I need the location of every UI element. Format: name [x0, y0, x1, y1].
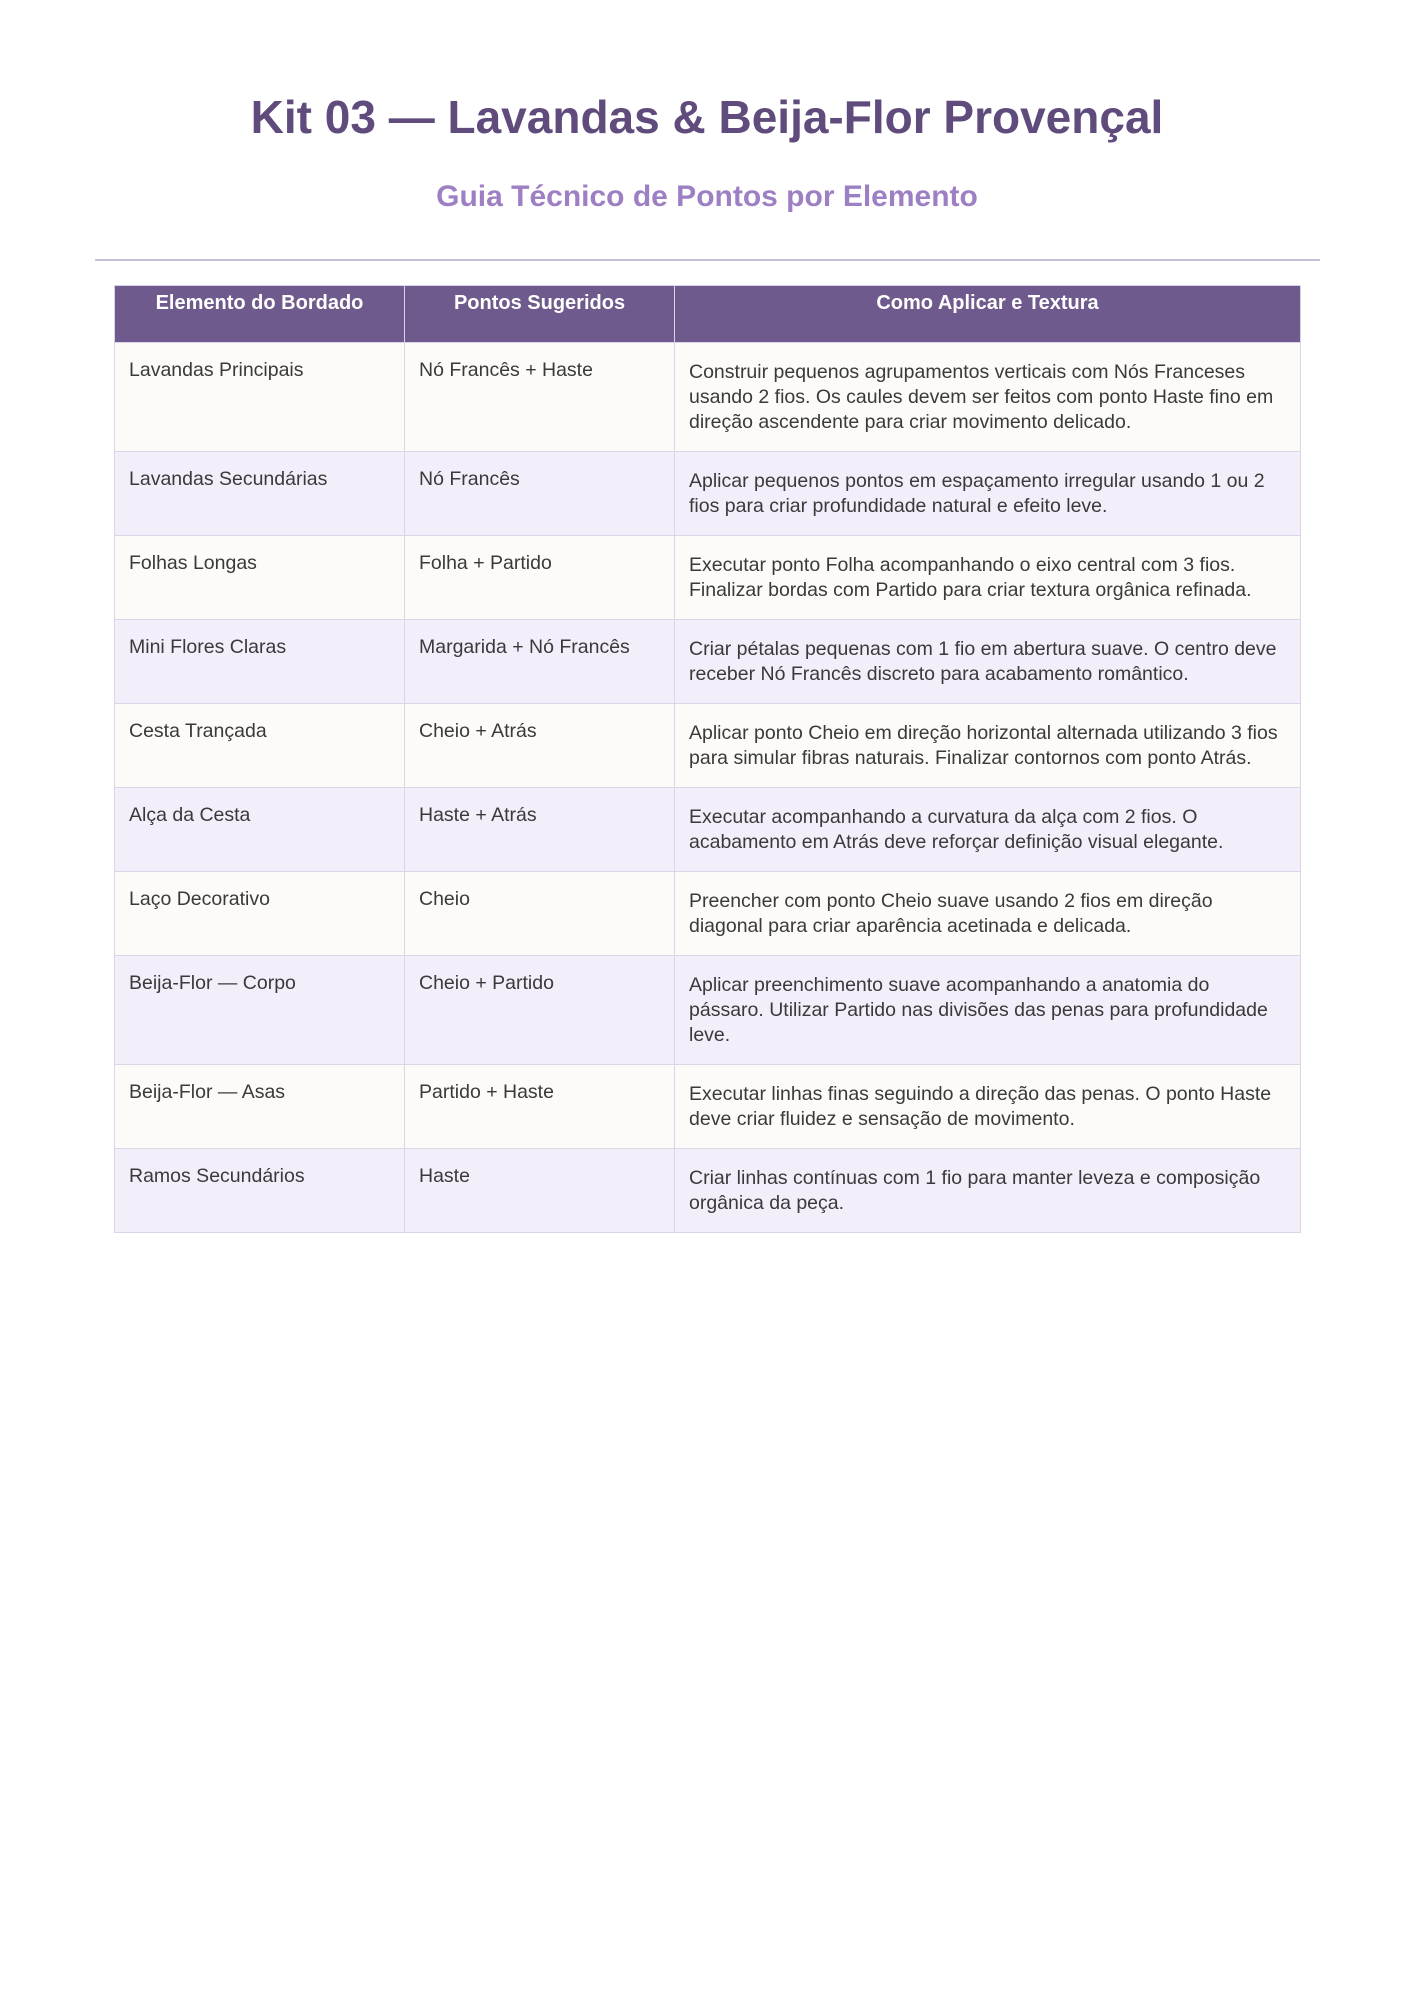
- cell-element: Ramos Secundários: [115, 1149, 405, 1233]
- cell-application: Preencher com ponto Cheio suave usando 2 fios em direção diagonal para criar aparência acetinada e delicada.: [675, 872, 1301, 956]
- cell-application: Aplicar ponto Cheio em direção horizontal alternada utilizando 3 fios para simular fibras naturais. Finalizar contornos com ponto Atrás.: [675, 704, 1301, 788]
- cell-element: Cesta Trançada: [115, 704, 405, 788]
- cell-stitches: Haste + Atrás: [405, 788, 675, 872]
- document-subtitle: Guia Técnico de Pontos por Elemento: [436, 180, 978, 213]
- cell-application: Construir pequenos agrupamentos verticais com Nós Franceses usando 2 fios. Os caules devem ser feitos com ponto Haste fino em direção ascendente para criar movimento delicado.: [675, 343, 1301, 452]
- table-row: [115, 1065, 1301, 1149]
- table-row: [115, 788, 1301, 872]
- cell-element: Lavandas Secundárias: [115, 452, 405, 536]
- table-row: [115, 620, 1301, 704]
- cell-element: Lavandas Principais: [115, 343, 405, 452]
- cell-application: Criar linhas contínuas com 1 fio para manter leveza e composição orgânica da peça.: [675, 1149, 1301, 1233]
- column-header-stitches: Pontos Sugeridos: [405, 286, 675, 343]
- cell-element: Beija-Flor — Corpo: [115, 956, 405, 1065]
- cell-stitches: Nó Francês + Haste: [405, 343, 675, 452]
- cell-stitches: Cheio + Partido: [405, 956, 675, 1065]
- table-row: [115, 536, 1301, 620]
- column-header-element: Elemento do Bordado: [115, 286, 405, 343]
- cell-application: Criar pétalas pequenas com 1 fio em abertura suave. O centro deve receber Nó Francês discreto para acabamento romântico.: [675, 620, 1301, 704]
- table-row: [115, 452, 1301, 536]
- table-row: [115, 1149, 1301, 1233]
- title-divider: [95, 259, 1320, 261]
- stitch-guide-table: [114, 285, 1301, 1233]
- table-row: [115, 704, 1301, 788]
- column-header-application: Como Aplicar e Textura: [675, 286, 1301, 343]
- cell-stitches: Nó Francês: [405, 452, 675, 536]
- cell-stitches: Folha + Partido: [405, 536, 675, 620]
- cell-application: Executar ponto Folha acompanhando o eixo central com 3 fios. Finalizar bordas com Partido para criar textura orgânica refinada.: [675, 536, 1301, 620]
- cell-element: Mini Flores Claras: [115, 620, 405, 704]
- cell-element: Folhas Longas: [115, 536, 405, 620]
- table-header-row: [115, 286, 1301, 343]
- cell-stitches: Cheio + Atrás: [405, 704, 675, 788]
- cell-application: Aplicar pequenos pontos em espaçamento irregular usando 1 ou 2 fios para criar profundidade natural e efeito leve.: [675, 452, 1301, 536]
- cell-application: Aplicar preenchimento suave acompanhando a anatomia do pássaro. Utilizar Partido nas divisões das penas para profundidade leve.: [675, 956, 1301, 1065]
- cell-application: Executar acompanhando a curvatura da alça com 2 fios. O acabamento em Atrás deve reforçar definição visual elegante.: [675, 788, 1301, 872]
- cell-application: Executar linhas finas seguindo a direção das penas. O ponto Haste deve criar fluidez e sensação de movimento.: [675, 1065, 1301, 1149]
- cell-stitches: Haste: [405, 1149, 675, 1233]
- cell-stitches: Margarida + Nó Francês: [405, 620, 675, 704]
- table-row: [115, 872, 1301, 956]
- cell-element: Laço Decorativo: [115, 872, 405, 956]
- cell-element: Alça da Cesta: [115, 788, 405, 872]
- table-row: [115, 956, 1301, 1065]
- document-title: Kit 03 — Lavandas & Beija-Flor Provençal: [250, 91, 1164, 143]
- cell-element: Beija-Flor — Asas: [115, 1065, 405, 1149]
- table-row: [115, 343, 1301, 452]
- cell-stitches: Partido + Haste: [405, 1065, 675, 1149]
- cell-stitches: Cheio: [405, 872, 675, 956]
